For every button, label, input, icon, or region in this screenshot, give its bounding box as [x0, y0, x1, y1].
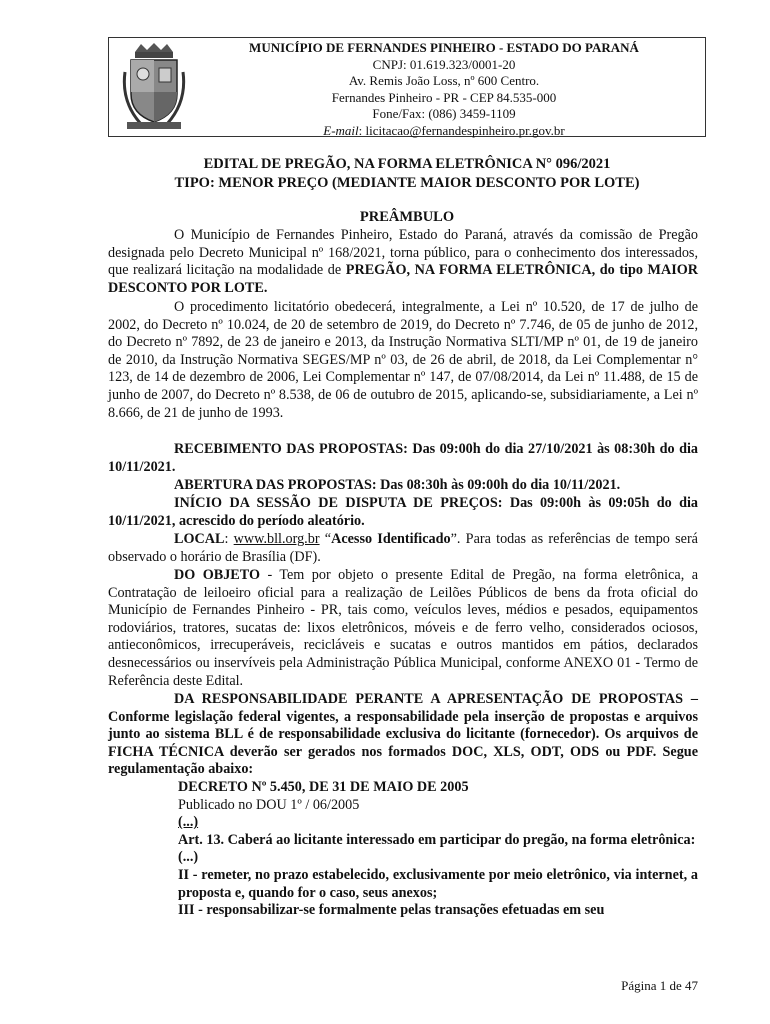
decreto-published: Publicado no DOU 1º / 06/2005 [178, 796, 360, 813]
preambulo-heading: PREÂMBULO [359, 209, 455, 225]
email-value: : licitacao@fernandespinheiro.pr.gov.br [358, 122, 565, 138]
preambulo-paragraph-1 [108, 227, 698, 297]
inicio-sessao: INÍCIO DA SESSÃO DE DISPUTA DE PREÇOS: Das 09:00h às 09:05h do dia 10/11/2021, acrescido do período aleatório. [108, 495, 698, 529]
email-label: E-mail [323, 122, 359, 138]
decreto-title: DECRETO Nº 5.450, DE 31 DE MAIO DE 2005 [178, 779, 469, 795]
objeto-label: DO OBJETO [174, 567, 261, 583]
page-number: Página 1 de 47 [621, 978, 698, 993]
decreto-quote [178, 779, 698, 920]
art-13: Art. 13. Caberá ao licitante interessado em participar do pregão, na forma eletrônica: [178, 831, 696, 848]
title-line-1: EDITAL DE PREGÃO, NA FORMA ELETRÔNICA N° 096/2021 [203, 156, 611, 172]
local-rest: ”. Para todas as referências de tempo será observado o horário de Brasília (DF). [108, 531, 698, 565]
item-ii: II - remeter, no prazo estabelecido, exclusivamente por meio eletrônico, via internet, a proposta e, quando for o caso, seus anexos; [178, 866, 698, 901]
ellipsis: (...) [178, 814, 199, 831]
email-line [189, 123, 699, 140]
objeto-paragraph [108, 567, 698, 690]
responsabilidade-paragraph: DA RESPONSABILIDADE PERANTE A APRESENTAÇÃO DE PROPOSTAS – Conforme legislação federal vigentes, a responsabilidade pela inserção de propostas e arquivos junto ao sistema BLL é de responsabilidade exclusiva do licitante (fornecedor). Os arquivos de FICHA TÉCNICA deverão ser gerados nos formados DOC, XLS, ODT, ODS ou PDF. Segue regulamentação abaixo: [108, 691, 698, 778]
abertura-propostas: ABERTURA DAS PROPOSTAS: Das 08:30h às 09:00h do dia 10/11/2021. [174, 477, 621, 493]
city-cep: Fernandes Pinheiro - PR - CEP 84.535-000 [331, 89, 557, 105]
coat-of-arms-icon [121, 42, 187, 132]
title-line-2: TIPO: MENOR PREÇO (MEDIANTE MAIOR DESCONTO POR LOTE) [174, 175, 640, 191]
local-label: LOCAL [174, 531, 225, 547]
preambulo-p1-text: O Município de Fernandes Pinheiro, Estado do Paraná, através da comissão de Pregão designada pelo Decreto Municipal nº 168/2021, torna público, para o conhecimento dos interessados, que realizará licitação na modalidade de [108, 227, 698, 279]
preambulo-paragraph-2: O procedimento licitatório obedecerá, integralmente, a Lei nº 10.520, de 17 de julho de 2002, do Decreto nº 10.024, de 20 de setembro de 2019, do Decreto nº 7.746, de 05 de junho de 2012, do Decreto nº 7892, de 23 de janeiro e 2013, da Instrução Normativa SLTI/MP nº 01, de 19 de janeiro de 2010, da Instrução Normativa SEGES/MP nº 03, de 26 de abril, de 2018, da Lei Complementar n° 123, de 14 de dezembro de 2006, Lei Complementar nº 147, de 07/08/2014, da Lei nº 11.488, de 15 de junho de 2007, do Decreto nº 8.538, de 06 de outubro de 2015, aplicando-se, subsidiariamente, a Lei nº 8.666, de 21 de junho de 1993. [108, 299, 698, 421]
local-separator: : [224, 531, 234, 547]
letterhead [108, 37, 706, 137]
bll-link[interactable]: www.bll.org.br [233, 531, 320, 547]
local-quote-open: “ [319, 531, 332, 547]
document-title [108, 155, 706, 193]
address: Av. Remis João Loss, nº 600 Centro. [348, 73, 540, 88]
phone: Fone/Fax: (086) 3459-1109 [372, 106, 516, 121]
ellipsis: (...) [178, 849, 199, 866]
municipality-name: MUNICÍPIO DE FERNANDES PINHEIRO - ESTADO DO PARANÁ [249, 40, 639, 55]
recebimento-propostas: RECEBIMENTO DAS PROPOSTAS: Das 09:00h do dia 27/10/2021 às 08:30h do dia 10/11/2021. [108, 441, 698, 475]
acesso-identificado: Acesso Identificado [331, 531, 451, 547]
local-paragraph [108, 531, 698, 566]
preambulo-p1-bold: PREGÃO, NA FORMA ELETRÔNICA, do tipo MAIOR DESCONTO POR LOTE. [108, 262, 698, 296]
cnpj: CNPJ: 01.619.323/0001-20 [372, 56, 516, 72]
objeto-text: - Tem por objeto o presente Edital de Pregão, na forma eletrônica, a Contratação de leiloeiro oficial para a realização de Leilões Públicos de bens da frota oficial do Município de Fernandes Pinheiro - PR, tais como, veículos leves, médios e pesados, equipamentos rodoviários, tratores, sucatas de: lixos eletrônicos, móveis e de ferro velho, considerados ociosos, antieconômicos, irrecuperáveis, recicláveis e sucatas e outros mantidos em pátios, declarados desnecessários ou inservíveis pela Administração Pública Municipal, conforme ANEXO 01 - Termo de Referência deste Edital. [108, 567, 698, 689]
item-iii: III - responsabilizar-se formalmente pelas transações efetuadas em seu [178, 902, 605, 919]
